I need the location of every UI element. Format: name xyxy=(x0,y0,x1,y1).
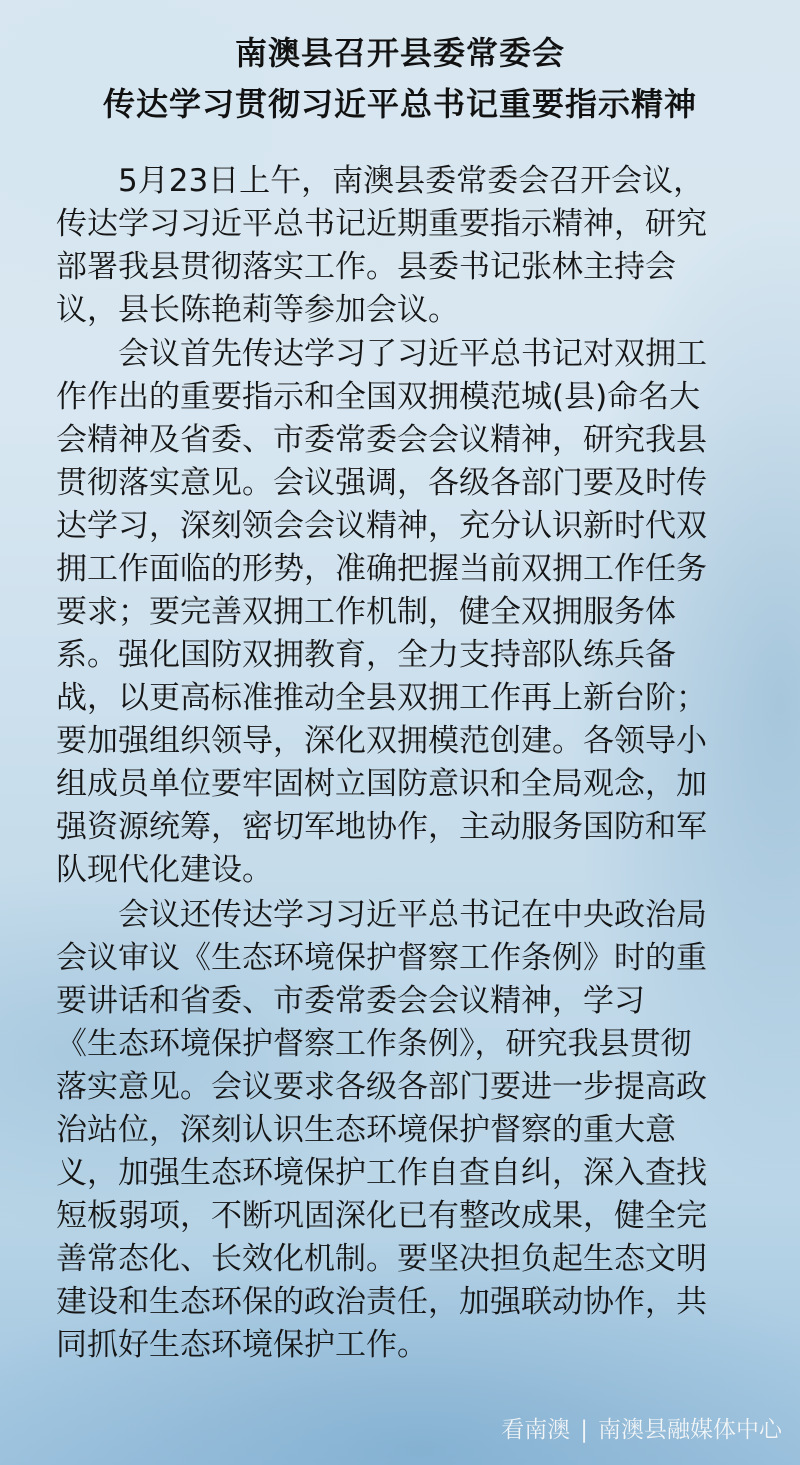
footer-source: 看南澳 xyxy=(501,1417,571,1443)
paragraph-line: 义，加强生态环境保护工作自查自纠，深入查找 xyxy=(56,1155,707,1191)
paragraph-line: 善常态化、长效化机制。要坚决担负起生态文明 xyxy=(56,1241,707,1277)
paragraph-3 xyxy=(56,894,756,1367)
article-title-line-2: 传达学习贯彻习近平总书记重要指示精神 xyxy=(102,85,697,123)
paragraph-line: 治站位，深刻认识生态环境保护督察的重大意 xyxy=(56,1112,676,1148)
paragraph-line: 系。强化国防双拥教育，全力支持部队练兵备 xyxy=(56,637,676,673)
paragraph-line: 作作出的重要指示和全国双拥模范城(县)命名大 xyxy=(56,379,701,415)
paragraph-line: 强资源统筹，密切军地协作，主动服务国防和军 xyxy=(56,809,707,845)
source-footer xyxy=(501,1413,782,1447)
article-title-line-1: 南澳县召开县委常委会 xyxy=(234,34,565,72)
paragraph-line: 要求；要完善双拥工作机制，健全双拥服务体 xyxy=(56,594,676,630)
paragraph-line: 达学习，深刻领会会议精神，充分认识新时代双 xyxy=(56,508,707,544)
paragraph-line: 要讲话和省委、市委常委会会议精神，学习 xyxy=(56,983,645,1019)
paragraph-line: 落实意见。会议要求各级各部门要进一步提高政 xyxy=(56,1069,707,1105)
footer-separator: | xyxy=(580,1417,588,1443)
paragraph-line: 5月23日上午，南澳县委常委会召开会议， xyxy=(56,163,705,199)
paragraph-1 xyxy=(56,160,756,332)
paragraph-line: 贯彻落实意见。会议强调，各级各部门要及时传 xyxy=(56,465,707,501)
paragraph-line: 要加强组织领导，深化双拥模范创建。各领导小 xyxy=(56,723,707,759)
paragraph-line: 队现代化建设。 xyxy=(56,852,273,888)
footer-publisher: 南澳县融媒体中心 xyxy=(598,1417,782,1443)
paragraph-line: 组成员单位要牢固树立国防意识和全局观念，加 xyxy=(56,766,707,802)
paragraph-line: 会精神及省委、市委常委会会议精神，研究我县 xyxy=(56,422,707,458)
paragraph-line: 《生态环境保护督察工作条例》，研究我县贯彻 xyxy=(56,1026,692,1062)
paragraph-line: 短板弱项，不断巩固深化已有整改成果，健全完 xyxy=(56,1198,707,1234)
paragraph-line: 会议还传达学习习近平总书记在中央政治局 xyxy=(56,897,707,933)
paragraph-line: 战，以更高标准推动全县双拥工作再上新台阶； xyxy=(56,680,707,716)
paragraph-line: 议，县长陈艳莉等参加会议。 xyxy=(56,292,459,328)
paragraph-line: 会议首先传达学习了习近平总书记对双拥工 xyxy=(56,336,707,372)
paragraph-2 xyxy=(56,333,756,892)
paragraph-line: 建设和生态环保的政治责任，加强联动协作，共 xyxy=(56,1284,707,1320)
paragraph-line: 会议审议《生态环境保护督察工作条例》时的重 xyxy=(56,940,707,976)
paragraph-line: 拥工作面临的形势，准确把握当前双拥工作任务 xyxy=(56,551,707,587)
paragraph-line: 同抓好生态环境保护工作。 xyxy=(56,1327,428,1363)
paragraph-line: 部署我县贯彻落实工作。县委书记张林主持会 xyxy=(56,249,676,285)
paragraph-line: 传达学习习近平总书记近期重要指示精神，研究 xyxy=(56,206,707,242)
